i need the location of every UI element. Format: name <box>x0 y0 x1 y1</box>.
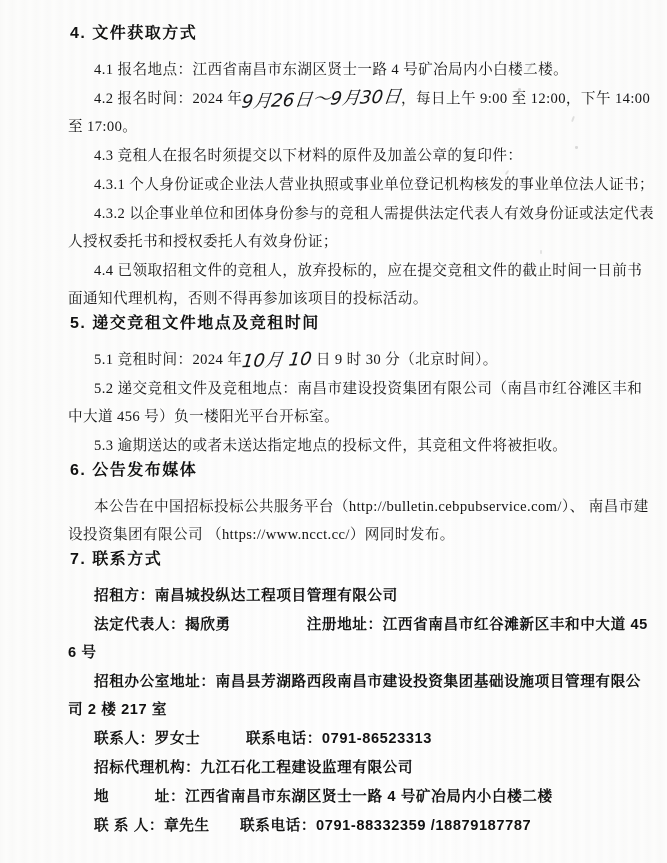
paragraph <box>68 611 655 667</box>
paragraph <box>68 257 655 313</box>
printed-text: 4.3.1 个人身份证或企业法人营业执照或事业单位登记机构核发的事业单位法人证书； <box>94 177 655 193</box>
paragraph <box>68 754 655 782</box>
printed-text: 5.1 竞租时间：2024 年 <box>94 352 243 368</box>
paragraph <box>68 171 655 199</box>
printed-text: 地 址：江西省南昌市东湖区贤士一路 4 号矿冶局内小白楼二楼 <box>94 789 553 805</box>
document-section <box>68 24 655 313</box>
printed-text: 5.2 递交竞租文件及竞租地点：南昌市建设投资集团有限公司（南昌市红谷滩区丰和中大道 456 号）负一楼阳光平台开标室。 <box>68 381 643 425</box>
section-heading: 6. 公告发布媒体 <box>70 462 198 479</box>
printed-text: 4.3.2 以企事业单位和团体身份参与的竞租人需提供法定代表人有效身份证或法定代表人授权委托书和授权委托人有效身份证； <box>68 206 655 250</box>
paragraph <box>68 375 655 431</box>
paragraph <box>68 56 655 84</box>
printed-text: 联 系 人：章先生 联系电话：0791-88332359 /18879187787 <box>94 818 532 834</box>
scan-artifact <box>575 146 578 149</box>
printed-text: 本公告在中国招标投标公共服务平台（http://bulletin.cebpubservice.com/）、 南昌市建设投资集团有限公司 （https://www.ncct.cc/）网同时发布。 <box>68 499 649 543</box>
paragraph <box>68 812 655 840</box>
printed-text: 联系人：罗女士 联系电话：0791-86523313 <box>94 731 432 747</box>
paragraph <box>68 582 655 610</box>
paragraph <box>68 346 655 374</box>
scan-artifact <box>518 88 521 91</box>
handwritten-text: 9月26日～9月30日 <box>240 86 403 113</box>
document-section <box>68 314 655 460</box>
printed-text: 4.4 已领取招租文件的竞租人，放弃投标的，应在提交竞租文件的截止时间一日前书面通知代理机构，否则不得再参加该项目的投标活动。 <box>68 263 643 307</box>
section-heading: 7. 联系方式 <box>70 551 163 568</box>
printed-text: 4.2 报名时间：2024 年 <box>94 91 243 107</box>
section-heading: 5. 递交竞租文件地点及竞租时间 <box>70 315 320 332</box>
printed-text: 招租办公室地址：南昌县芳湖路西段南昌市建设投资集团基础设施项目管理有限公司 2 楼 217 室 <box>68 674 641 718</box>
paragraph <box>68 142 655 170</box>
paragraph <box>68 493 655 549</box>
paragraph <box>68 85 655 141</box>
printed-text: ，每日上午 9:00 至 12:00，下午 14:00 至 17:00。 <box>68 91 655 135</box>
paragraph <box>68 783 655 811</box>
section-heading: 4. 文件获取方式 <box>70 25 198 42</box>
printed-text: 日 9 时 30 分（北京时间）。 <box>311 352 498 368</box>
printed-text: 4.3 竞租人在报名时须提交以下材料的原件及加盖公章的复印件： <box>94 148 523 164</box>
document-section <box>68 461 655 549</box>
handwritten-text: 10月 10 <box>241 348 314 373</box>
printed-text: 招租方：南昌城投纵达工程项目管理有限公司 <box>94 588 398 604</box>
printed-text: 招标代理机构：九江石化工程建设监理有限公司 <box>94 760 414 776</box>
document-section <box>68 550 655 840</box>
printed-text: 法定代表人：揭欣勇 注册地址：江西省南昌市红谷滩新区丰和中大道 456 号 <box>68 617 648 661</box>
paragraph <box>68 200 655 256</box>
scan-artifact <box>540 250 542 254</box>
paragraph <box>68 725 655 753</box>
document-body <box>68 24 655 840</box>
paragraph <box>68 432 655 460</box>
printed-text: 5.3 逾期送达的或者未送达指定地点的投标文件，其竞租文件将被拒收。 <box>94 438 568 454</box>
paragraph <box>68 668 655 724</box>
printed-text: 4.1 报名地点：江西省南昌市东湖区贤士一路 4 号矿冶局内小白楼二楼。 <box>94 62 569 78</box>
